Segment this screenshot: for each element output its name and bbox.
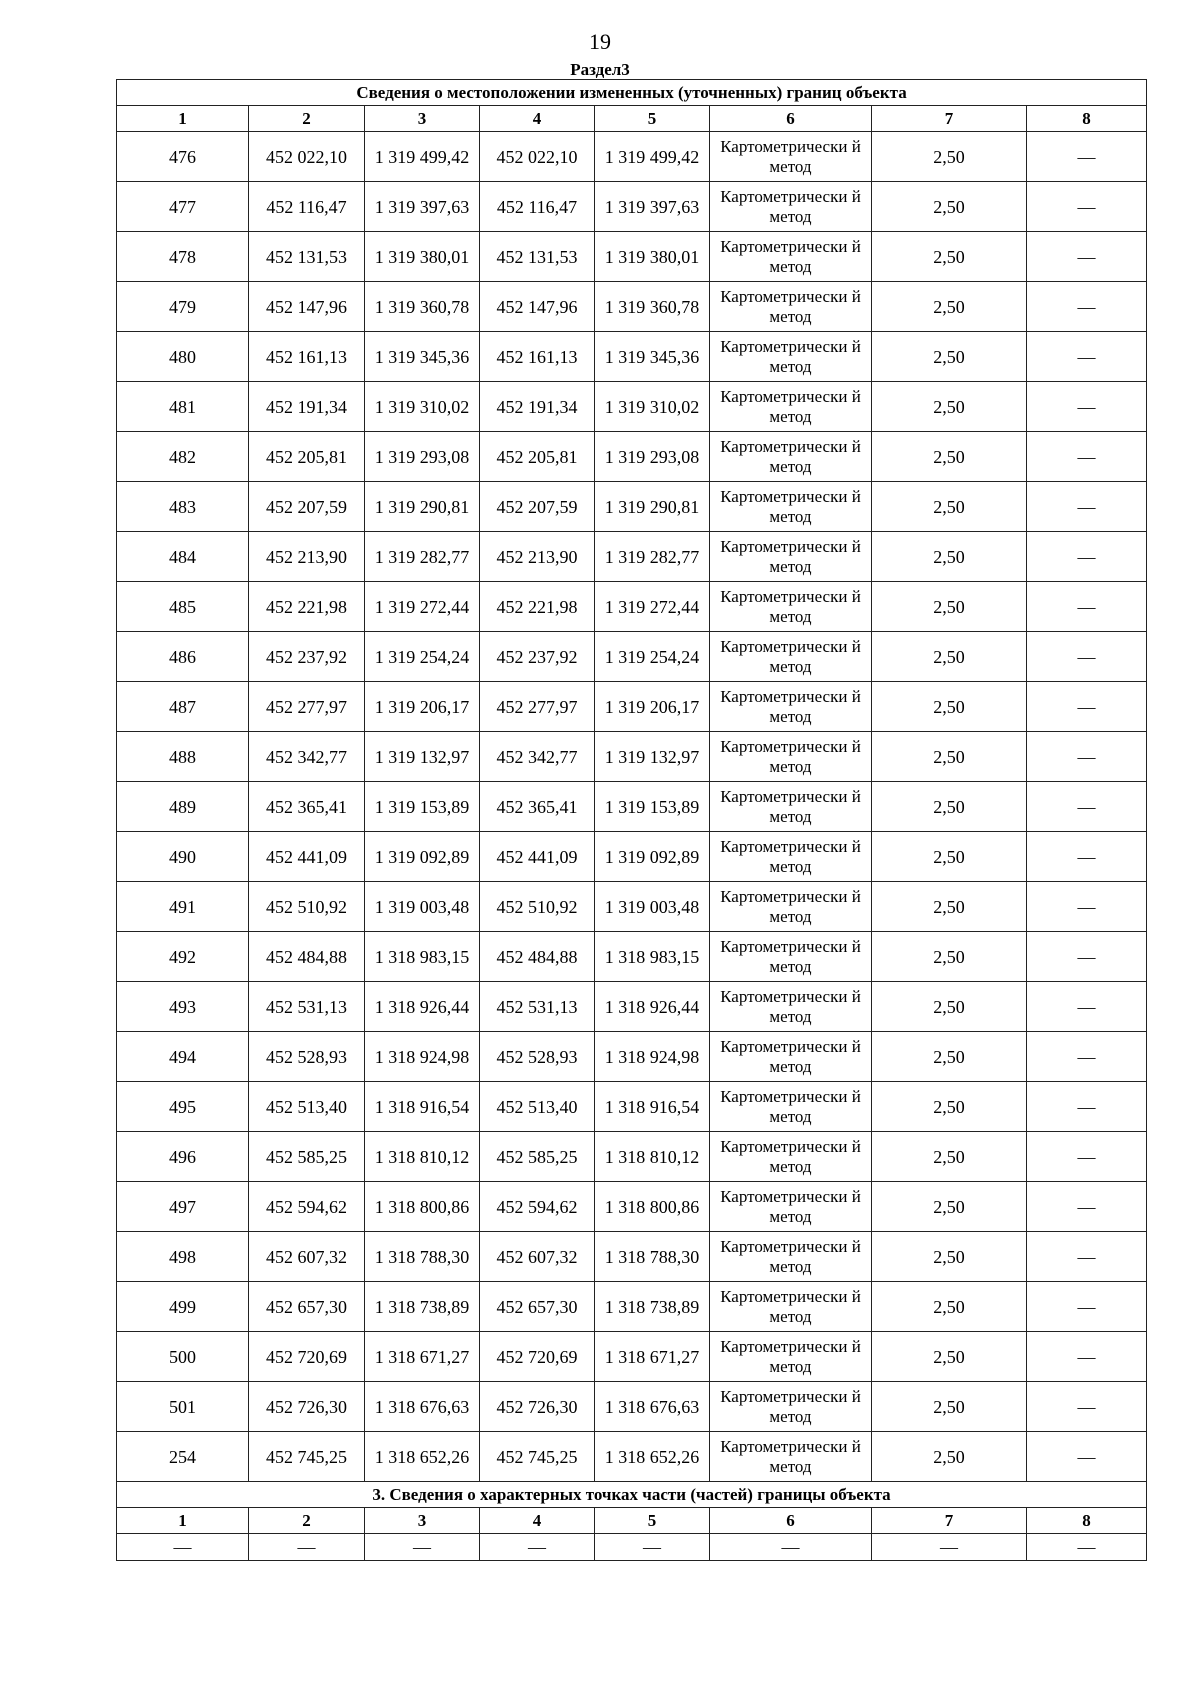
cell-accuracy: 2,50: [872, 1332, 1027, 1382]
cell-x-new: 452 365,41: [480, 782, 595, 832]
cell-x-new: 452 161,13: [480, 332, 595, 382]
cell-y-new: 1 319 132,97: [595, 732, 710, 782]
cell-point-number: 498: [117, 1232, 249, 1282]
cell-x-new: 452 657,30: [480, 1282, 595, 1332]
cell-y-existing: 1 318 916,54: [365, 1082, 480, 1132]
cell-accuracy: 2,50: [872, 832, 1027, 882]
cell-y-existing: 1 319 153,89: [365, 782, 480, 832]
part-caption: 3. Сведения о характерных точках части (частей) границы объекта: [117, 1482, 1147, 1508]
cell-accuracy: 2,50: [872, 982, 1027, 1032]
cell-method: Картометрически й метод: [710, 282, 872, 332]
cell-x-existing: 452 207,59: [249, 482, 365, 532]
cell-description: —: [1027, 732, 1147, 782]
cell-accuracy: 2,50: [872, 332, 1027, 382]
cell-x-new: 452 726,30: [480, 1382, 595, 1432]
cell-y-new: 1 318 676,63: [595, 1382, 710, 1432]
table-body: [117, 80, 1147, 1561]
cell-y-new: 1 319 282,77: [595, 532, 710, 582]
cell-x-new: 452 277,97: [480, 682, 595, 732]
cell-point-number: 490: [117, 832, 249, 882]
column-number-5: 5: [595, 106, 710, 132]
cell-description: —: [1027, 1432, 1147, 1482]
cell-y-new: 1 319 360,78: [595, 282, 710, 332]
column-number-1: 1: [117, 1508, 249, 1534]
cell-description: —: [1027, 682, 1147, 732]
cell-y-new: 1 319 310,02: [595, 382, 710, 432]
cell-method: Картометрически й метод: [710, 882, 872, 932]
cell-accuracy: 2,50: [872, 282, 1027, 332]
part-column-number-row: [117, 1508, 1147, 1534]
cell-method: Картометрически й метод: [710, 632, 872, 682]
cell-y-new: 1 318 788,30: [595, 1232, 710, 1282]
cell-x-new: 452 745,25: [480, 1432, 595, 1482]
cell-point-number: 483: [117, 482, 249, 532]
cell-description: —: [1027, 1182, 1147, 1232]
cell-y-existing: 1 319 003,48: [365, 882, 480, 932]
cell-point-number: 494: [117, 1032, 249, 1082]
cell-x-existing: 452 365,41: [249, 782, 365, 832]
cell-method: Картометрически й метод: [710, 782, 872, 832]
cell-y-existing: 1 318 983,15: [365, 932, 480, 982]
cell-point-number: 479: [117, 282, 249, 332]
page-number: 19: [589, 29, 611, 54]
column-number-8: 8: [1027, 106, 1147, 132]
cell-method: Картометрически й метод: [710, 1432, 872, 1482]
table-row: [117, 882, 1147, 932]
cell-accuracy: 2,50: [872, 582, 1027, 632]
cell-y-existing: 1 319 293,08: [365, 432, 480, 482]
cell-description: —: [1027, 932, 1147, 982]
table-row: [117, 332, 1147, 382]
cell-accuracy: 2,50: [872, 682, 1027, 732]
column-number-4: 4: [480, 1508, 595, 1534]
cell-x-existing: 452 745,25: [249, 1432, 365, 1482]
table-row: [117, 582, 1147, 632]
cell-description: —: [1027, 232, 1147, 282]
cell-method: Картометрически й метод: [710, 1382, 872, 1432]
cell-x-existing: 452 191,34: [249, 382, 365, 432]
cell-point-number: 477: [117, 182, 249, 232]
cell-accuracy: 2,50: [872, 932, 1027, 982]
part-cell: —: [595, 1534, 710, 1561]
cell-method: Картометрически й метод: [710, 382, 872, 432]
cell-y-new: 1 318 924,98: [595, 1032, 710, 1082]
section-title: Раздел3: [570, 60, 630, 79]
cell-y-existing: 1 319 345,36: [365, 332, 480, 382]
cell-accuracy: 2,50: [872, 882, 1027, 932]
cell-point-number: 487: [117, 682, 249, 732]
cell-accuracy: 2,50: [872, 532, 1027, 582]
table-row: [117, 1032, 1147, 1082]
cell-x-new: 452 147,96: [480, 282, 595, 332]
cell-method: Картометрически й метод: [710, 832, 872, 882]
cell-description: —: [1027, 482, 1147, 532]
table-row: [117, 1332, 1147, 1382]
cell-y-new: 1 319 380,01: [595, 232, 710, 282]
cell-method: Картометрически й метод: [710, 1182, 872, 1232]
cell-x-existing: 452 205,81: [249, 432, 365, 482]
cell-method: Картометрически й метод: [710, 182, 872, 232]
cell-y-existing: 1 318 924,98: [365, 1032, 480, 1082]
cell-method: Картометрически й метод: [710, 732, 872, 782]
cell-point-number: 486: [117, 632, 249, 682]
cell-x-existing: 452 237,92: [249, 632, 365, 682]
cell-y-new: 1 318 738,89: [595, 1282, 710, 1332]
table-row: [117, 982, 1147, 1032]
cell-y-new: 1 318 926,44: [595, 982, 710, 1032]
cell-description: —: [1027, 1132, 1147, 1182]
part-cell: —: [1027, 1534, 1147, 1561]
cell-description: —: [1027, 332, 1147, 382]
boundary-points-table: [116, 79, 1147, 1561]
cell-accuracy: 2,50: [872, 232, 1027, 282]
cell-accuracy: 2,50: [872, 1282, 1027, 1332]
cell-x-new: 452 510,92: [480, 882, 595, 932]
cell-y-new: 1 318 671,27: [595, 1332, 710, 1382]
cell-x-new: 452 513,40: [480, 1082, 595, 1132]
cell-method: Картометрически й метод: [710, 482, 872, 532]
cell-point-number: 478: [117, 232, 249, 282]
column-number-3: 3: [365, 106, 480, 132]
table-row: [117, 682, 1147, 732]
table-row: [117, 1082, 1147, 1132]
cell-y-new: 1 319 397,63: [595, 182, 710, 232]
cell-x-existing: 452 022,10: [249, 132, 365, 182]
cell-accuracy: 2,50: [872, 1432, 1027, 1482]
cell-description: —: [1027, 1282, 1147, 1332]
column-number-1: 1: [117, 106, 249, 132]
cell-y-new: 1 319 092,89: [595, 832, 710, 882]
cell-x-new: 452 484,88: [480, 932, 595, 982]
cell-y-existing: 1 319 272,44: [365, 582, 480, 632]
cell-x-existing: 452 531,13: [249, 982, 365, 1032]
table-row: [117, 632, 1147, 682]
cell-y-existing: 1 319 206,17: [365, 682, 480, 732]
cell-x-new: 452 131,53: [480, 232, 595, 282]
cell-point-number: 496: [117, 1132, 249, 1182]
cell-description: —: [1027, 582, 1147, 632]
cell-x-new: 452 022,10: [480, 132, 595, 182]
cell-x-existing: 452 594,62: [249, 1182, 365, 1232]
cell-y-existing: 1 319 360,78: [365, 282, 480, 332]
cell-method: Картометрически й метод: [710, 532, 872, 582]
cell-method: Картометрически й метод: [710, 1032, 872, 1082]
cell-point-number: 476: [117, 132, 249, 182]
part-cell: —: [480, 1534, 595, 1561]
cell-x-new: 452 528,93: [480, 1032, 595, 1082]
cell-x-existing: 452 585,25: [249, 1132, 365, 1182]
table-row: [117, 282, 1147, 332]
cell-point-number: 492: [117, 932, 249, 982]
cell-x-new: 452 213,90: [480, 532, 595, 582]
part-table-row: [117, 1534, 1147, 1561]
column-number-2: 2: [249, 106, 365, 132]
cell-x-new: 452 720,69: [480, 1332, 595, 1382]
cell-y-new: 1 318 810,12: [595, 1132, 710, 1182]
cell-x-new: 452 607,32: [480, 1232, 595, 1282]
cell-x-existing: 452 277,97: [249, 682, 365, 732]
cell-y-new: 1 319 153,89: [595, 782, 710, 832]
cell-method: Картометрически й метод: [710, 1132, 872, 1182]
part-caption-row: [117, 1482, 1147, 1508]
table-row: [117, 1182, 1147, 1232]
cell-method: Картометрически й метод: [710, 1082, 872, 1132]
cell-description: —: [1027, 982, 1147, 1032]
cell-x-existing: 452 726,30: [249, 1382, 365, 1432]
cell-method: Картометрически й метод: [710, 132, 872, 182]
cell-y-existing: 1 319 397,63: [365, 182, 480, 232]
cell-y-existing: 1 318 800,86: [365, 1182, 480, 1232]
table-row: [117, 1132, 1147, 1182]
cell-point-number: 484: [117, 532, 249, 582]
cell-accuracy: 2,50: [872, 732, 1027, 782]
cell-description: —: [1027, 1232, 1147, 1282]
cell-description: —: [1027, 832, 1147, 882]
cell-description: —: [1027, 1382, 1147, 1432]
cell-point-number: 254: [117, 1432, 249, 1482]
cell-y-existing: 1 318 671,27: [365, 1332, 480, 1382]
table-row: [117, 532, 1147, 582]
cell-accuracy: 2,50: [872, 132, 1027, 182]
cell-y-new: 1 319 206,17: [595, 682, 710, 732]
cell-point-number: 500: [117, 1332, 249, 1382]
cell-x-existing: 452 510,92: [249, 882, 365, 932]
cell-method: Картометрически й метод: [710, 1232, 872, 1282]
cell-point-number: 481: [117, 382, 249, 432]
cell-accuracy: 2,50: [872, 782, 1027, 832]
cell-x-new: 452 441,09: [480, 832, 595, 882]
table-row: [117, 1432, 1147, 1482]
table-caption-row: [117, 80, 1147, 106]
cell-accuracy: 2,50: [872, 632, 1027, 682]
cell-accuracy: 2,50: [872, 382, 1027, 432]
cell-y-existing: 1 319 132,97: [365, 732, 480, 782]
column-number-5: 5: [595, 1508, 710, 1534]
table-row: [117, 1382, 1147, 1432]
part-cell: —: [710, 1534, 872, 1561]
cell-description: —: [1027, 432, 1147, 482]
cell-method: Картометрически й метод: [710, 1282, 872, 1332]
cell-y-new: 1 319 345,36: [595, 332, 710, 382]
cell-point-number: 480: [117, 332, 249, 382]
cell-x-new: 452 237,92: [480, 632, 595, 682]
cell-x-new: 452 205,81: [480, 432, 595, 482]
cell-method: Картометрически й метод: [710, 932, 872, 982]
cell-point-number: 488: [117, 732, 249, 782]
part-cell: —: [872, 1534, 1027, 1561]
cell-description: —: [1027, 532, 1147, 582]
cell-x-existing: 452 213,90: [249, 532, 365, 582]
cell-accuracy: 2,50: [872, 1182, 1027, 1232]
table-row: [117, 832, 1147, 882]
cell-y-existing: 1 318 926,44: [365, 982, 480, 1032]
cell-x-existing: 452 528,93: [249, 1032, 365, 1082]
cell-y-new: 1 319 272,44: [595, 582, 710, 632]
table-row: [117, 732, 1147, 782]
table-row: [117, 1232, 1147, 1282]
cell-x-existing: 452 116,47: [249, 182, 365, 232]
column-number-6: 6: [710, 1508, 872, 1534]
cell-accuracy: 2,50: [872, 1232, 1027, 1282]
cell-x-new: 452 594,62: [480, 1182, 595, 1232]
cell-y-new: 1 319 293,08: [595, 432, 710, 482]
cell-x-new: 452 207,59: [480, 482, 595, 532]
column-number-7: 7: [872, 1508, 1027, 1534]
cell-method: Картометрически й метод: [710, 982, 872, 1032]
cell-x-existing: 452 607,32: [249, 1232, 365, 1282]
column-number-2: 2: [249, 1508, 365, 1534]
cell-y-existing: 1 319 380,01: [365, 232, 480, 282]
cell-x-new: 452 531,13: [480, 982, 595, 1032]
cell-point-number: 489: [117, 782, 249, 832]
cell-accuracy: 2,50: [872, 1082, 1027, 1132]
cell-description: —: [1027, 282, 1147, 332]
part-cell: —: [117, 1534, 249, 1561]
cell-point-number: 501: [117, 1382, 249, 1432]
cell-method: Картометрически й метод: [710, 1332, 872, 1382]
cell-y-existing: 1 318 738,89: [365, 1282, 480, 1332]
part-cell: —: [365, 1534, 480, 1561]
cell-y-existing: 1 318 810,12: [365, 1132, 480, 1182]
cell-x-existing: 452 221,98: [249, 582, 365, 632]
table-row: [117, 232, 1147, 282]
cell-x-new: 452 342,77: [480, 732, 595, 782]
cell-accuracy: 2,50: [872, 1032, 1027, 1082]
cell-y-existing: 1 318 652,26: [365, 1432, 480, 1482]
column-number-row: [117, 106, 1147, 132]
cell-x-new: 452 221,98: [480, 582, 595, 632]
cell-y-new: 1 318 983,15: [595, 932, 710, 982]
cell-x-existing: 452 513,40: [249, 1082, 365, 1132]
cell-description: —: [1027, 1082, 1147, 1132]
cell-x-new: 452 116,47: [480, 182, 595, 232]
cell-description: —: [1027, 132, 1147, 182]
table-row: [117, 432, 1147, 482]
cell-description: —: [1027, 1032, 1147, 1082]
cell-x-existing: 452 161,13: [249, 332, 365, 382]
table-row: [117, 382, 1147, 432]
cell-point-number: 491: [117, 882, 249, 932]
cell-y-existing: 1 318 788,30: [365, 1232, 480, 1282]
cell-y-existing: 1 319 254,24: [365, 632, 480, 682]
cell-y-new: 1 318 652,26: [595, 1432, 710, 1482]
cell-x-new: 452 191,34: [480, 382, 595, 432]
cell-method: Картометрически й метод: [710, 682, 872, 732]
cell-point-number: 485: [117, 582, 249, 632]
cell-y-new: 1 319 254,24: [595, 632, 710, 682]
cell-y-existing: 1 319 310,02: [365, 382, 480, 432]
column-number-3: 3: [365, 1508, 480, 1534]
cell-point-number: 499: [117, 1282, 249, 1332]
cell-y-existing: 1 319 092,89: [365, 832, 480, 882]
cell-point-number: 495: [117, 1082, 249, 1132]
cell-y-new: 1 319 003,48: [595, 882, 710, 932]
cell-y-new: 1 318 916,54: [595, 1082, 710, 1132]
cell-accuracy: 2,50: [872, 482, 1027, 532]
table-row: [117, 132, 1147, 182]
cell-x-existing: 452 484,88: [249, 932, 365, 982]
cell-y-new: 1 318 800,86: [595, 1182, 710, 1232]
table-row: [117, 482, 1147, 532]
column-number-7: 7: [872, 106, 1027, 132]
cell-y-new: 1 319 290,81: [595, 482, 710, 532]
cell-accuracy: 2,50: [872, 182, 1027, 232]
part-cell: —: [249, 1534, 365, 1561]
cell-description: —: [1027, 182, 1147, 232]
cell-method: Картометрически й метод: [710, 432, 872, 482]
cell-method: Картометрически й метод: [710, 232, 872, 282]
cell-x-existing: 452 342,77: [249, 732, 365, 782]
cell-x-new: 452 585,25: [480, 1132, 595, 1182]
cell-description: —: [1027, 1332, 1147, 1382]
table-row: [117, 182, 1147, 232]
column-number-8: 8: [1027, 1508, 1147, 1534]
cell-x-existing: 452 441,09: [249, 832, 365, 882]
cell-x-existing: 452 147,96: [249, 282, 365, 332]
cell-y-existing: 1 318 676,63: [365, 1382, 480, 1432]
cell-y-existing: 1 319 290,81: [365, 482, 480, 532]
table-row: [117, 1282, 1147, 1332]
cell-y-new: 1 319 499,42: [595, 132, 710, 182]
cell-x-existing: 452 131,53: [249, 232, 365, 282]
cell-point-number: 497: [117, 1182, 249, 1232]
column-number-4: 4: [480, 106, 595, 132]
cell-y-existing: 1 319 499,42: [365, 132, 480, 182]
cell-point-number: 482: [117, 432, 249, 482]
table-row: [117, 932, 1147, 982]
cell-description: —: [1027, 882, 1147, 932]
cell-y-existing: 1 319 282,77: [365, 532, 480, 582]
cell-accuracy: 2,50: [872, 1382, 1027, 1432]
table-caption: Сведения о местоположении измененных (уточненных) границ объекта: [117, 80, 1147, 106]
cell-description: —: [1027, 382, 1147, 432]
cell-method: Картометрически й метод: [710, 582, 872, 632]
cell-accuracy: 2,50: [872, 1132, 1027, 1182]
cell-method: Картометрически й метод: [710, 332, 872, 382]
column-number-6: 6: [710, 106, 872, 132]
table-row: [117, 782, 1147, 832]
cell-description: —: [1027, 632, 1147, 682]
cell-accuracy: 2,50: [872, 432, 1027, 482]
cell-x-existing: 452 720,69: [249, 1332, 365, 1382]
cell-x-existing: 452 657,30: [249, 1282, 365, 1332]
cell-description: —: [1027, 782, 1147, 832]
cell-point-number: 493: [117, 982, 249, 1032]
